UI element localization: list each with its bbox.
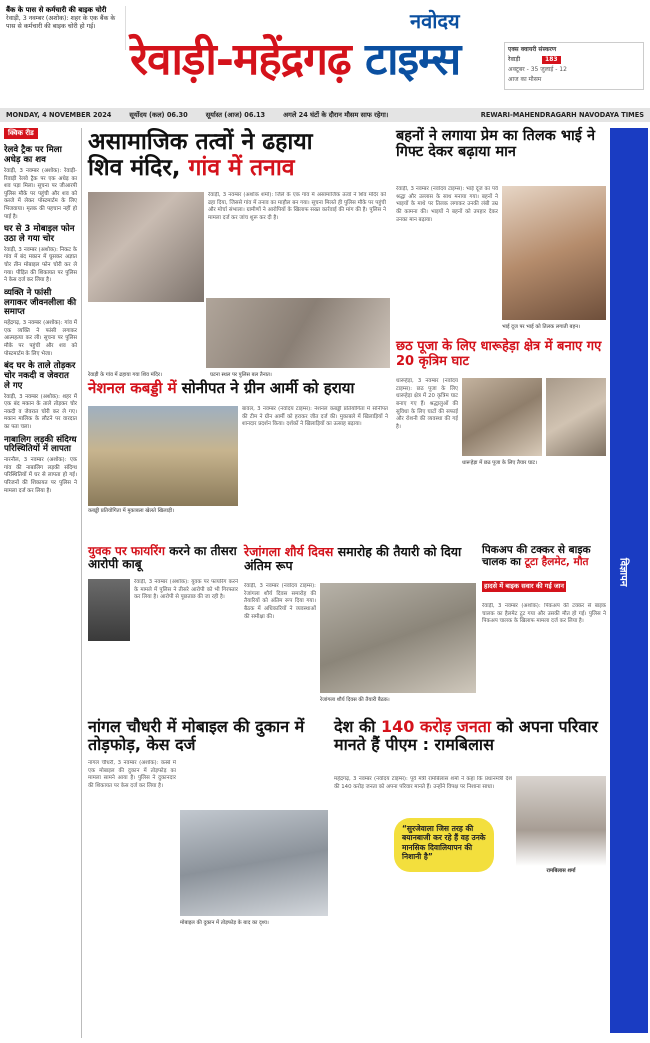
headline-part: शिव मंदिर, (88, 154, 181, 181)
headline-part: को अपना परिवार मानते हैं पीएम : रामबिलास (334, 717, 598, 754)
date-bar (0, 108, 650, 122)
headline-part: चालक का (482, 555, 522, 568)
title-navodaya: नवोदय (410, 9, 460, 33)
mobile-shop-photo (180, 810, 328, 916)
masthead-news-title: बैंक के पास से कर्मचारी की बाइक चोरी (6, 6, 107, 14)
newspaper-title (130, 9, 461, 89)
caption-mobile-shop: मोबाइल की दुकान में तोड़फोड़ के बाद का दृश्य। (180, 920, 269, 926)
story-mobile-body: नांगल चौधरी, 3 नवम्बर (अशोक): कस्बे में एक मोबाइल की दुकान में तोड़फोड़ का मामला सामने आया है। पुलिस ने दुकानदार की शिकायत पर केस दर्ज कर लिया है। (88, 760, 176, 790)
kabaddi-photo (88, 406, 238, 506)
story-bhaidooj-headline: बहनों ने लगाया प्रेम का तिलक भाई ने गिफ्ट देकर बढ़ाया मान (396, 128, 595, 161)
title-times: टाइम्स (364, 34, 461, 85)
masthead-news-box (6, 6, 126, 50)
edition-row-1: अक्टूबर - 35 जुलाई - 12 (508, 66, 567, 74)
date-text: MONDAY, 4 NOVEMBER 2024 (6, 110, 112, 119)
story-rambilas-headline (334, 718, 606, 754)
story-chhath-body: धारूहेड़ा, 3 नवम्बर (नवोदय टाइम्स): छठ पूजा के लिए धारूहेड़ा क्षेत्र में 20 कृत्रिम घाट बनाए गए हैं। श्रद्धालुओं की सुविधा के लिए घाटों की सफाई और रोशनी की व्यवस्था की गई है। (396, 378, 458, 431)
sunrise-text: सूर्योदय (कल) 06.30 (129, 110, 188, 119)
caption-bhaidooj: भाई दूज पर भाई को तिलक लगाती बहन। (502, 324, 581, 330)
story-rambilas (334, 718, 606, 1038)
edition-badge: 183 (542, 56, 561, 64)
bhaidooj-photo (502, 186, 606, 320)
quick-read-item (4, 225, 77, 285)
caption-rambilas: रामबिलास शर्मा (546, 868, 576, 874)
story-rezangla (244, 545, 476, 710)
edition-name: REWARI-MAHENDRAGARH NAVODAYA TIMES (480, 110, 644, 119)
story-chhath-headline: छठ पूजा के लिए धारूहेड़ा क्षेत्र में बनाए गए 20 कृत्रिम घाट (396, 339, 602, 369)
temple-photo-2 (206, 298, 390, 368)
story-temple-headline (88, 130, 388, 182)
quick-read-text: रेवाड़ी, 3 नवम्बर (अशोक): निकट के गांव में बंद मकान में घुसकर अज्ञात चोर तीन मोबाइल फोन चोरी कर ले गया। पीड़ित की शिकायत पर पुलिस ने केस दर्ज कर लिया है। (4, 246, 77, 284)
quick-read-item (4, 146, 77, 221)
masthead-news-text: रेवाड़ी, 3 नवम्बर (अशोक): शहर के एक बैंक के पास से कर्मचारी की बाइक चोरी हो गई। (6, 14, 116, 30)
caption-kabaddi: कबड्डी प्रतियोगिता में मुकाबला खेलते खिलाड़ी। (88, 508, 175, 514)
ad-strip[interactable] (610, 128, 648, 1033)
chhath-photo-2 (546, 378, 606, 456)
story-kabaddi-headline (88, 380, 388, 397)
sunset-text: सूर्यास्त (आज) 06.13 (205, 110, 266, 119)
quick-read-headline: व्यक्ति ने फांसी लगाकर जीवनलीला की समाप्त (4, 287, 77, 318)
quick-read-headline: नाबालिग लड़की संदिग्ध परिस्थितियों में लापता (4, 434, 77, 455)
caption-rezangla: रेजांगला शौर्य दिवस की तैयारी बैठक। (320, 697, 390, 703)
story-kabaddi (88, 380, 388, 520)
accident-badge: हादसे में बाइक सवार की गई जान (482, 581, 566, 592)
quick-read-headline: रेलवे ट्रैक पर मिला अधेड़ का शव (4, 145, 62, 166)
headline-part-red: युवक पर फायरिंग (88, 544, 166, 558)
story-bhaidooj (396, 128, 606, 338)
quick-read-headline: घर से 3 मोबाइल फोन उठा ले गया चोर (4, 224, 75, 244)
story-kabaddi-body: बावल, 3 नवम्बर (नवोदय टाइम्स): नेशनल कबड्डी प्रतियोगिता में सोनीपत की टीम ने ग्रीन आर्मी को हराकर जीत दर्ज की। मुकाबले में खिलाड़ियों ने शानदार प्रदर्शन किया। दर्शकों ने खिलाड़ियों का उत्साह बढ़ाया। (242, 406, 388, 428)
quick-read-text: रेवाड़ी, 3 नवम्बर (अशोक): शहर में एक बंद मकान के ताले तोड़कर चोर नकदी व जेवरात चोरी कर ले गए। मकान मालिक के लौटने पर वारदात का पता चला। (4, 393, 77, 430)
chhath-photo-1 (462, 378, 542, 456)
headline-part-red: 140 करोड़ जनता (380, 717, 492, 736)
headline-part: समारोह की तैयारी को दिया अंतिम रूप (244, 544, 462, 573)
headline-part-red: रेजांगला शौर्य दिवस (244, 544, 334, 559)
caption-temple-2: घटना स्थल पर पुलिस बल तैनात। (210, 372, 272, 378)
headline-part: करने का तीसरा आरोपी काबू (88, 544, 237, 572)
story-mobile-headline: नांगल चौधरी में मोबाइल की दुकान में तोड़फोड़, केस दर्ज (88, 717, 305, 754)
headline-part-red: टूटा हैलमेट, मौत (524, 555, 589, 568)
quick-read-item (4, 362, 77, 431)
headline-part-red: गांव में तनाव (188, 154, 295, 181)
headline-part: पिकअप की टक्कर से बाइक (482, 544, 591, 556)
quick-read-text: रेवाड़ी, 3 नवम्बर (अशोक): रेवाड़ी-रिवाड़ी रेलवे ट्रैक पर एक अधेड़ का शव पड़ा मिला। सूचना पर जीआरपी पुलिस मौके पर पहुंची और शव को कब्जे में लेकर पोस्टमार्टम के लिए भिजवाया। मृतक की पहचान नहीं हो पाई है। (4, 168, 77, 220)
quote-box: “सुरजेवाला जिस तरह की बयानबाजी कर रहे हैं वह उनके मानसिक दिवालियापन की निशानी है” (394, 818, 494, 872)
edition-city: रेवाड़ी (508, 56, 521, 64)
story-temple-body: रेवाड़ी, 3 नवम्बर (अशोक शर्मा): जिले के एक गांव में असामाजिक तत्वों ने शिव मंदिर को ढहा दिया, जिससे गांव में तनाव का माहौल बन गया। सूचना मिलते ही पुलिस मौके पर पहुंची और मोर्चा संभाला। ग्रामीणों ने आरोपियों के खिलाफ सख्त कार्रवाई की मांग की है। पुलिस ने मामला दर्ज कर जांच शुरू कर दी है। (208, 192, 386, 222)
story-firing-headline (88, 545, 238, 572)
edition-title: एक्स क्वायरी संस्करण (508, 46, 557, 53)
story-accident-body: रेवाड़ी, 3 नवम्बर (अशोक): पिकअप की टक्कर से बाइक चालक का हैलमेट टूट गया और उसकी मौत हो गई। पुलिस ने पिकअप चालक के खिलाफ मामला दर्ज कर लिया है। (482, 603, 606, 625)
story-accident (482, 545, 606, 710)
quick-read-item (4, 289, 77, 358)
temple-photo-1 (88, 192, 204, 302)
ad-label: विज्ञापन (617, 558, 629, 587)
story-firing-body: रेवाड़ी, 3 नवम्बर (अशोक): युवक पर फायरिंग करने के मामले में पुलिस ने तीसरे आरोपी को भी गिरफ्तार कर लिया है। आरोपी से पूछताछ की जा रही है। (134, 579, 238, 601)
quick-read-text: महेंद्रगढ़, 3 नवम्बर (अशोक): गांव में एक व्यक्ति ने फांसी लगाकर आत्महत्या कर ली। सूचना पर पुलिस मौके पर पहुंची और शव को पोस्टमार्टम के लिए भेजा। (4, 320, 77, 357)
quick-read-headline: बंद घर के ताले तोड़कर चोर नकदी व जेवरात ले गए (4, 361, 76, 391)
headline-part: असामाजिक तत्वों ने ढहाया (88, 129, 313, 155)
story-rezangla-body: रेवाड़ी, 3 नवम्बर (नवोदय टाइम्स): रेजांगला शौर्य दिवस समारोह की तैयारियों को अंतिम रूप दिया गया। बैठक में अधिकारियों ने व्यवस्थाओं की समीक्षा की। (244, 583, 316, 620)
quick-read-text: नारनौल, 3 नवम्बर (अशोक): एक गांव की नाबालिग लड़की संदिग्ध परिस्थितियों में घर से लापता हो गई। परिजनों की शिकायत पर पुलिस ने मामला दर्ज कर लिया है। (4, 457, 77, 494)
story-mobile-shop (88, 718, 328, 1038)
weather-promo: अगले 24 घंटों के दौरान मौसम साफ रहेगा। (283, 110, 389, 119)
rambilas-photo (516, 776, 606, 866)
story-rambilas-body: महेंद्रगढ़, 3 नवम्बर (नवोदय टाइम्स): पूर्व मंत्री रामबिलास शर्मा ने कहा कि प्रधानमंत्री देश की 140 करोड़ जनता को अपना परिवार मानते हैं। उन्होंने विपक्ष पर निशाना साधा। (334, 776, 512, 790)
quick-read-label: क्विक रीड (4, 128, 38, 139)
caption-temple-1: रेवाड़ी के गांव में ढहाया गया शिव मंदिर। (88, 372, 162, 378)
edition-row-2: आज का मौसम (508, 76, 542, 84)
masthead (0, 0, 650, 108)
quick-read-column (4, 128, 82, 1038)
story-chhath (396, 340, 606, 490)
story-accident-headline (482, 545, 606, 569)
story-firing (88, 545, 238, 695)
story-bhaidooj-body: रेवाड़ी, 3 नवम्बर (नवोदय टाइम्स): भाई दूज का पर्व श्रद्धा और उल्लास के साथ मनाया गया। बहनों ने भाइयों के माथे पर तिलक लगाकर उनकी लंबी उम्र की कामना की। भाइयों ने बहनों को उपहार देकर उनका मान बढ़ाया। (396, 186, 498, 223)
headline-part-red: नेशनल कबड्डी में (88, 379, 177, 397)
edition-box (504, 42, 644, 90)
rezangla-photo (320, 583, 476, 693)
headline-part: सोनीपत ने ग्रीन आर्मी को हराया (181, 379, 355, 397)
quick-read-item (4, 436, 77, 496)
accused-photo (88, 579, 130, 641)
headline-part: देश की (334, 717, 376, 736)
title-main: रेवाड़ी-महेंद्रगढ़ (130, 34, 351, 85)
caption-chhath: धारूहेड़ा में छठ पूजा के लिए तैयार घाट। (462, 460, 538, 466)
story-rezangla-headline (244, 545, 476, 573)
